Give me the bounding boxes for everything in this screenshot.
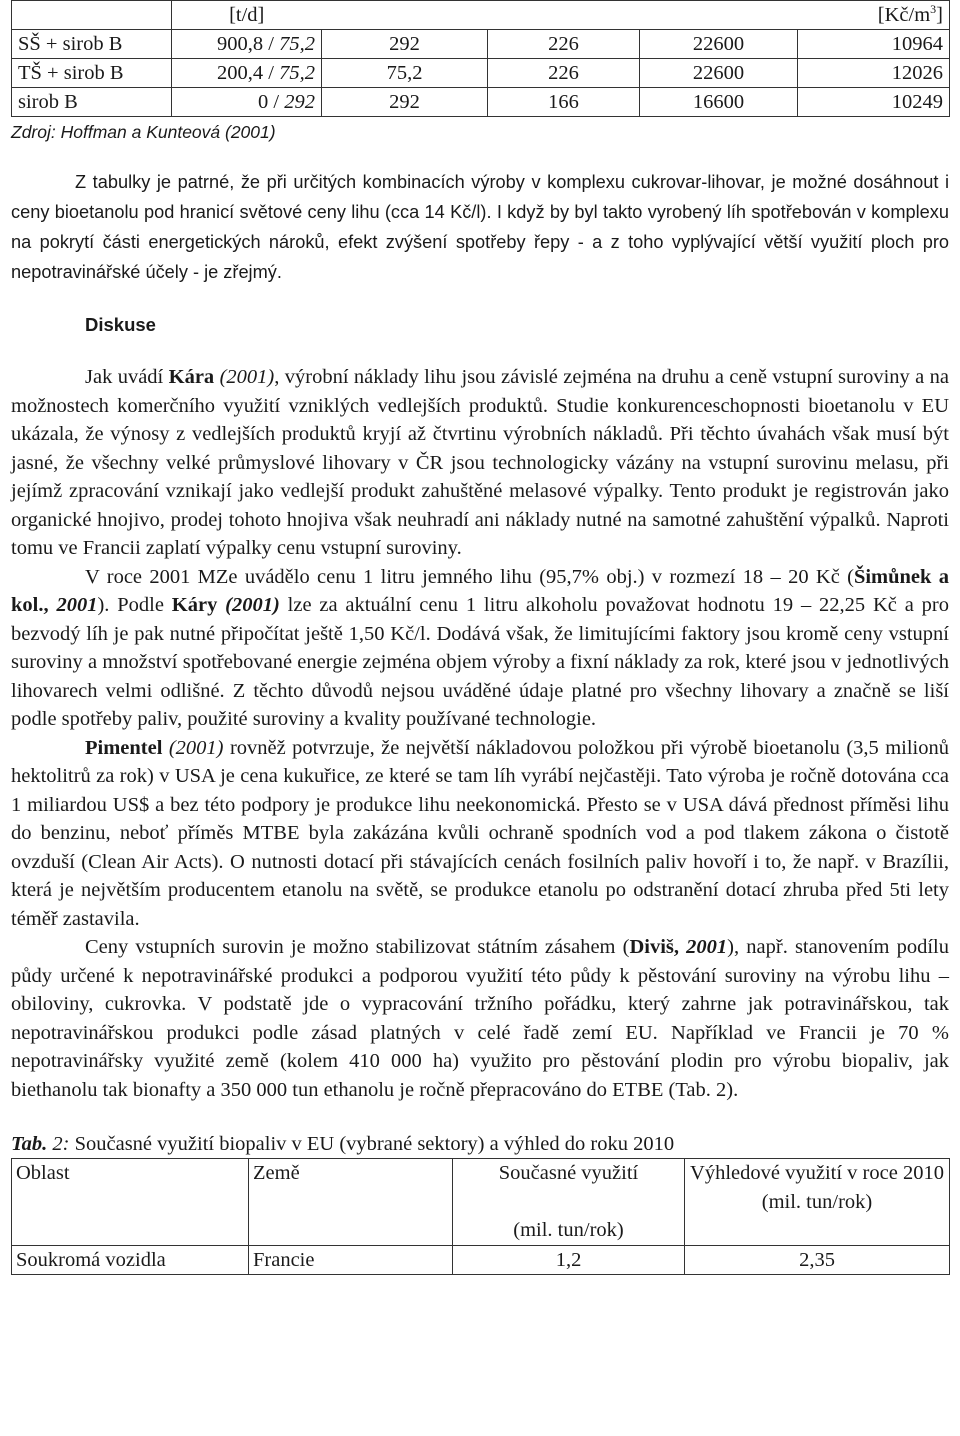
discussion-body	[11, 363, 949, 1104]
biofuel-usage-table	[11, 1158, 950, 1275]
unit-label-left: [t/d]	[172, 1, 322, 30]
table-row: sirob B 0 / 292 292 166 16600 10249	[12, 88, 950, 117]
table-row: SŠ + sirob B 900,8 / 75,2 292 226 22600 10964	[12, 30, 950, 59]
intro-paragraph: Z tabulky je patrné, že při určitých kombinacích výroby v komplexu cukrovar-lihovar, je možné dosáhnout i ceny bioetanolu pod hranicí světové ceny lihu (cca 14 Kč/l). I když by byl takto vyrobený líh spotřebován v komplexu na pokrytí části energetických nároků, efekt zvýšení spotřeby řepy - a z toho vyplývající větší využití ploch pro nepotravinářské účely - je zřejmý.	[11, 172, 949, 282]
table-header-row	[12, 1, 950, 30]
table-caption: Tab. 2: Současné využití biopaliv v EU (vybrané sektory) a výhled do roku 2010	[11, 1133, 675, 1155]
paragraph-1: Jak uvádí Kára (2001), výrobní náklady lihu jsou závislé zejména na druhu a ceně vstupní suroviny a na možnostech komerčního využití vzniklých vedlejších produktů. Studie konkurenceschopnosti bioetanolu v EU ukázala, že výnosy z vedlejších produktů kryjí až čtvrtinu výrobních nákladů. Při těchto úvahách však musí být jasné, že všechny velké průmyslové lihovary v ČR jsou technologicky vázány na vstupní surovinu melasu, při jejímž zpracování vznikají jako vedlejší produkt zahuštěné melasové výpalky. Tento produkt je registrován jako organické hnojivo, prodej tohoto hnojiva však neuhradí ani náklady nutné na samotné zahuštění výpalků. Naproti tomu ve Francii zaplatí výpalky cenu vstupní suroviny.	[11, 366, 950, 559]
table-row: TŠ + sirob B 200,4 / 75,2 75,2 226 22600 12026	[12, 59, 950, 88]
column-header: Oblast	[12, 1159, 249, 1246]
production-cost-table	[11, 0, 950, 117]
table-row: Soukromá vozidla Francie 1,2 2,35	[12, 1245, 950, 1275]
paragraph-2: V roce 2001 MZe uvádělo cenu 1 litru jemného lihu (95,7% obj.) v rozmezí 18 – 20 Kč (Šimůnek a kol., 2001). Podle Káry (2001) lze za aktuální cenu 1 litru alkoholu považovat hodnotu 19 – 22,25 Kč a pro bezvodý líh je pak nutné připočítat ještě 1,50 Kč/l. Dodává však, že limitujícími faktory jsou kromě ceny vstupní suroviny a množství spotřebované energie zejména objem výroby a fixní náklady za rok, které jsou v jednotlivých lihovarech velmi odlišné. Z těchto důvodů nejsou uváděné údaje platné pro všechny lihovary a značně se liší podle spotřeby paliv, použité suroviny a kvality používané technologie.	[11, 565, 950, 730]
table-source-note: Zdroj: Hoffman a Kunteová (2001)	[11, 122, 276, 142]
intro-text	[11, 167, 949, 287]
unit-label-right: $[Kč/m^3]$	[798, 1, 950, 30]
paragraph-4: Ceny vstupních surovin je možno stabilizovat státním zásahem (Diviš, 2001), např. stanovením podílu půdy určené k nepotravinářské produkci a podporou využití této půdy k pěstování suroviny na výrobu lihu – obiloviny, cukrovka. V podstatě jde o vypracování tržního pořádku, který zahrne jak potravinářskou, tak nepotravinářskou produkci podle zásad platných v celé řadě zemí EU. Například ve Francii je 70 % nepotravinářsky využité země (kolem 410 000 ha) využito pro pěstování plodin pro výrobu biopaliv, jak biethanolu tak bionafty a 350 000 tun ethanolu je ročně přepracováno do ETBE (Tab. 2).	[11, 936, 949, 1101]
column-header: Země	[249, 1159, 453, 1246]
section-heading: Diskuse	[85, 314, 156, 335]
column-header: Současné využití (mil. tun/rok)	[453, 1159, 685, 1246]
table-header-row	[12, 1159, 950, 1246]
document-page	[11, 0, 949, 1275]
column-header: Výhledové využití v roce 2010 (mil. tun/rok)	[685, 1159, 950, 1246]
paragraph-3: Pimentel (2001) rovněž potvrzuje, že největší nákladovou položkou při výrobě bioetanolu (3,5 milionů hektolitrů za rok) v USA je cena kukuřice, ze které se tam líh vyrábí nejčastěji. Tato výroba je ročně dotována cca 1 miliardou US$ a bez této podpory je produkce lihu neekonomická. Přesto se v USA dává přednost příměsi lihu do benzinu, neboť příměs MTBE byla zakázána kvůli ochraně spodních vod a pod tlakem zákona o čistotě ovzduší (Clean Air Acts). O nutnosti dotací při stávajících cenách fosilních paliv hovoří i to, že např. v Brazílii, která je největším producentem etanolu na světě, se produkce etanolu po odstranění dotací zhruba před 5ti lety téměř zastavila.	[11, 736, 949, 930]
